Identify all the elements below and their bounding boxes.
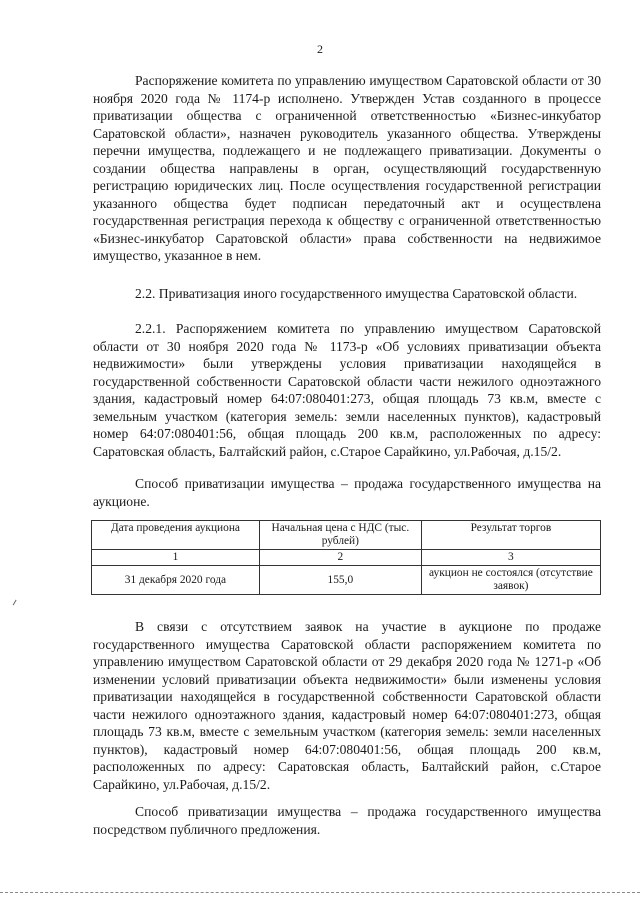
page-bottom-rule	[0, 892, 640, 893]
cell-auction-date: 31 декабря 2020 года	[92, 566, 260, 595]
paragraph-section-2-2: 2.2. Приватизация иного государственного имущества Саратовской области.	[135, 286, 578, 301]
paragraph-section-2-2-1: 2.2.1. Распоряжением комитета по управлению имуществом Саратовской области от 30 ноября 2020 года № 1173-р «Об условиях приватизации объекта недвижимости» были утверждены условия приватизации находящейся в государственной собственности Саратовской области части нежилого одноэтажного здания, кадастровый номер 64:07:080401:273, общая площадь 73 кв.м, вместе с земельным участком (категория земель: земли населенных пунктов), кадастровый номер 64:07:080401:56, общая площадь 200 кв.м, расположенных по адресу: Саратовская область, Балтайский район, с.Старое Сарайкино, ул.Рабочая, д.15/2.	[93, 321, 601, 459]
paragraph-privatization-method-auction: Способ приватизации имущества – продажа государственного имущества на аукционе.	[93, 476, 601, 509]
column-number: 2	[259, 550, 421, 566]
table-header-row	[92, 521, 601, 550]
paragraph-order-1271-changes: В связи с отсутствием заявок на участие в аукционе по продаже государственного имущества Саратовской области распоряжением комитета по управлению имуществом Саратовской области от 29 декабря 2020 года № 1271-р «Об изменении условий приватизации объекта недвижимости» были изменены условия приватизации находящейся в государственной собственности Саратовской области части нежилого одноэтажного здания, кадастровый номер 64:07:080401:273, общая площадь 73 кв.м, вместе с земельным участком (категория земель: земли населенных пунктов), кадастровый номер 64:07:080401:56, общая площадь 200 кв.м, расположенных по адресу: Саратовская область, Балтайский район, с.Старое Сарайкино, ул.Рабочая, д.15/2.	[93, 619, 601, 792]
header-auction-date: Дата проведения аукциона	[92, 521, 260, 550]
paragraph-privatization-method-public-offer: Способ приватизации имущества – продажа государственного имущества посредством публичного предложения.	[93, 804, 601, 837]
auction-results-table	[91, 520, 601, 595]
header-auction-result: Результат торгов	[421, 521, 600, 550]
cell-starting-price: 155,0	[259, 566, 421, 595]
column-number: 3	[421, 550, 600, 566]
column-number: 1	[92, 550, 260, 566]
paragraph-order-1174-executed: Распоряжение комитета по управлению имуществом Саратовской области от 30 ноября 2020 года № 1174-р исполнено. Утвержден Устав созданного в процессе приватизации общества с ограниченной ответственностью «Бизнес-инкубатор Саратовской области», назначен руководитель указанного общества. Утверждены перечни имущества, подлежащего и не подлежащего приватизации. Документы о создании общества направлены в орган, осуществляющий государственную регистрацию юридических лиц. После осуществления государственной регистрации указанного общества будет подписан передаточный акт и осуществлена государственная регистрация перехода к обществу с ограниченной ответственностью «Бизнес-инкубатор Саратовской области» права собственности на недвижимое имущество, указанное в нем.	[93, 73, 601, 263]
table-column-number-row	[92, 550, 601, 566]
cell-auction-result: аукцион не состоялся (отсутствие заявок)	[421, 566, 600, 595]
page-number: 2	[317, 42, 323, 56]
header-starting-price: Начальная цена с НДС (тыс. рублей)	[259, 521, 421, 550]
table-row	[92, 566, 601, 595]
margin-mark	[13, 600, 19, 607]
